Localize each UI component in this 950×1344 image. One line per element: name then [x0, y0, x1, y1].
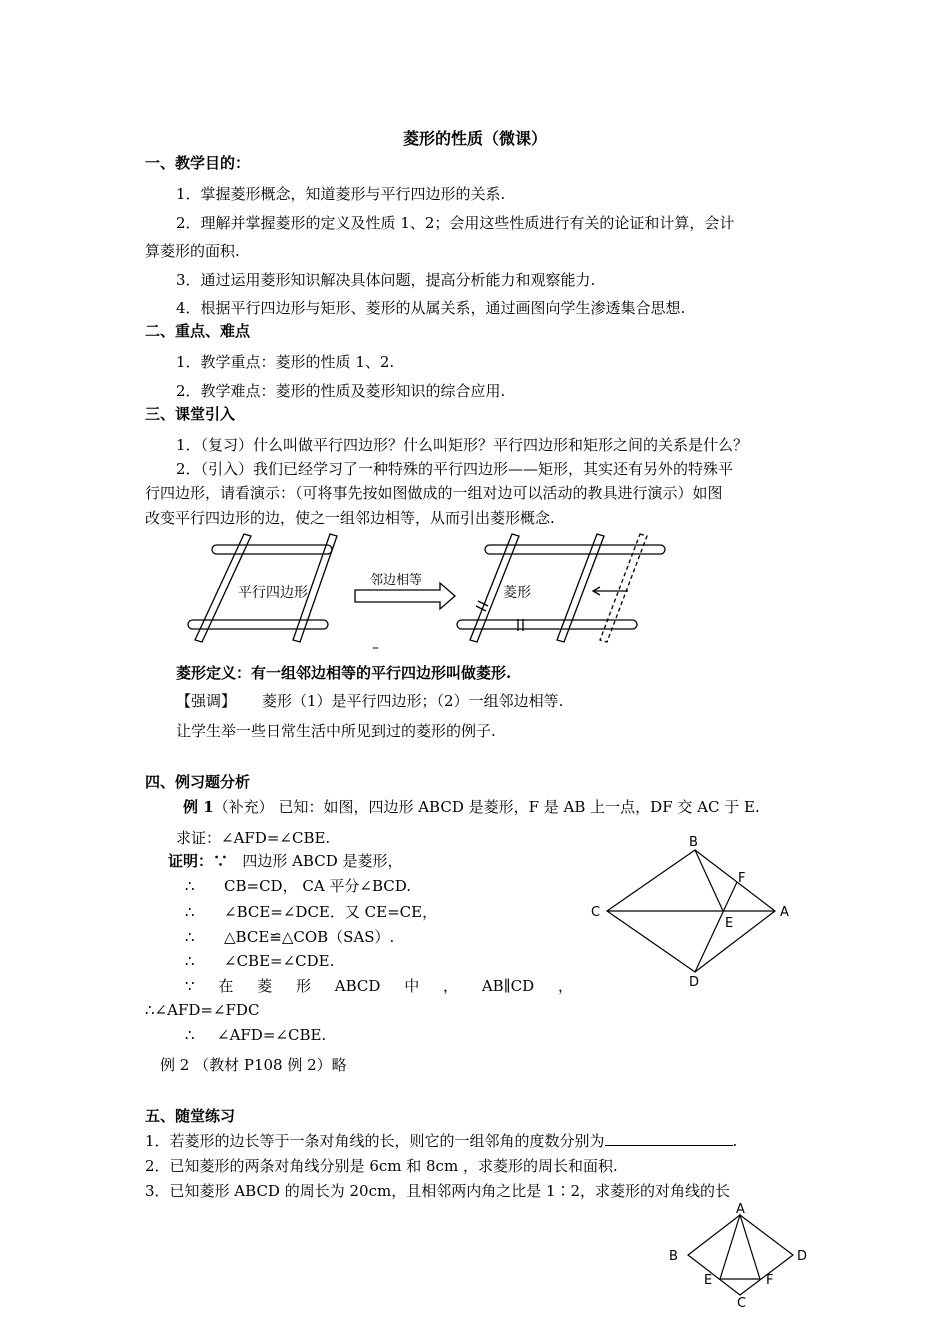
equal-mark: [476, 606, 486, 611]
section-heading-objectives: 一、教学目的：: [145, 154, 251, 172]
parallelogram-rhombus-figure: [180, 530, 680, 660]
point-c-label: C: [591, 905, 601, 920]
practice-q1-text: 1．若菱形的边长等于一条对角线的长，则它的一组邻角的度数分别为: [145, 1132, 605, 1150]
point-f-label: F: [766, 1273, 774, 1288]
proof-since-line: [185, 975, 573, 997]
practice-q3: 3．已知菱形 ABCD 的周长为 20cm，且相邻两内角之比是 1∶2，求菱形的对角线的长: [145, 1182, 731, 1200]
proof-line: [185, 901, 195, 923]
prove-statement: 求证：∠AFD=∠CBE.: [176, 829, 331, 847]
adjacent-equal-label: 邻边相等: [370, 573, 423, 588]
proof-word: ABCD: [334, 977, 381, 995]
because-symbol: ∵: [185, 977, 195, 995]
emphasis-tag: 【强调】: [176, 692, 237, 710]
proof-first: 四边形 ABCD 是菱形，: [242, 852, 403, 870]
point-c-label: C: [737, 1296, 747, 1308]
objective-item-continued: 算菱形的面积.: [145, 242, 240, 260]
dash-mark: –: [372, 640, 379, 656]
therefore-symbol: ∴: [185, 877, 195, 895]
answer-blank[interactable]: [605, 1130, 733, 1146]
practice-q1-end: .: [732, 1132, 738, 1150]
objective-item: 4．根据平行四边形与矩形、菱形的从属关系，通过画图向学生渗透集合思想.: [176, 299, 686, 317]
proof-final-text: ∠AFD=∠CBE.: [217, 1026, 327, 1044]
proof-word: 菱: [257, 977, 273, 995]
example-1: [183, 796, 760, 818]
point-a-label: A: [736, 1203, 745, 1217]
section-heading-practice: 五、随堂练习: [145, 1107, 236, 1125]
proof-word: 在: [218, 977, 234, 995]
point-d-label: D: [689, 975, 700, 990]
examples-prompt: 让学生举一些日常生活中所见到过的菱形的例子.: [176, 722, 496, 740]
proof-start: [168, 850, 403, 872]
rhombus-label: 菱形: [503, 585, 531, 601]
proof-word: 中: [404, 977, 420, 995]
therefore-symbol: ∴: [185, 952, 195, 970]
key-point-item: 1．教学重点：菱形的性质 1、2.: [176, 353, 395, 371]
objective-item: 1．掌握菱形概念，知道菱形与平行四边形的关系.: [176, 185, 506, 203]
example-1-text: （补充） 已知：如图，四边形 ABCD 是菱形，F 是 AB 上一点，DF 交 AC 于 E.: [213, 798, 760, 816]
intro-line: 2．（引入）我们已经学习了一种特殊的平行四边形——矩形，其实还有另外的特殊平: [176, 460, 734, 478]
proof-label: 证明：∵: [168, 852, 229, 870]
proof-word: 形: [295, 977, 311, 995]
proof-word: ，: [443, 977, 459, 995]
proof-line-text: ∠BCE=∠DCE．又 CE=CE，: [224, 903, 438, 921]
intro-line: 改变平行四边形的边，使之一组邻边相等，从而引出菱形概念.: [145, 509, 555, 527]
intro-line: 行四边形，请看演示：（可将事先按如图做成的一组对边可以活动的教具进行演示）如图: [145, 484, 723, 502]
practice-q2: 2．已知菱形的两条对角线分别是 6cm 和 8cm ，求菱形的周长和面积.: [145, 1157, 618, 1175]
point-f-label: F: [738, 871, 746, 886]
proof-word: ，: [557, 977, 573, 995]
section-heading-introduction: 三、课堂引入: [145, 405, 236, 423]
example-2: 例 2 （教材 P108 例 2）略: [160, 1056, 347, 1074]
rod-top-left: [212, 545, 332, 554]
proof-line-fdc: ∴∠AFD=∠FDC: [145, 1001, 260, 1019]
point-d-label: D: [797, 1249, 808, 1264]
rhombus-triangle-figure: [660, 1203, 820, 1308]
therefore-symbol: ∴: [185, 928, 195, 946]
practice-q1: [145, 1130, 737, 1152]
objective-item: 2．理解并掌握菱形的定义及性质 1、2；会用这些性质进行有关的论证和计算，会计: [176, 214, 735, 232]
inner-triangle: [720, 1215, 760, 1279]
proof-line: [185, 926, 195, 948]
segment-be: [695, 850, 723, 911]
page-title: 菱形的性质（微课）: [402, 129, 547, 148]
point-b-label: B: [689, 835, 698, 850]
rhombus-definition: 菱形定义：有一组邻边相等的平行四边形叫做菱形.: [176, 664, 512, 682]
objective-item: 3．通过运用菱形知识解决具体问题，提高分析能力和观察能力.: [176, 271, 596, 289]
therefore-symbol: ∴: [185, 1026, 195, 1044]
point-b-label: B: [669, 1249, 678, 1264]
proof-line-text: △BCE≌△COB（SAS）.: [224, 928, 395, 946]
section-heading-examples: 四、例习题分析: [145, 773, 251, 791]
proof-line: [185, 950, 195, 972]
key-point-item: 2．教学难点：菱形的性质及菱形知识的综合应用.: [176, 382, 506, 400]
rhombus-abcd-figure: [585, 830, 805, 995]
point-a-label: A: [780, 905, 789, 920]
parallelogram-label: 平行四边形: [238, 585, 308, 601]
therefore-symbol: ∴: [185, 903, 195, 921]
section-heading-key-points: 二、重点、难点: [145, 322, 251, 340]
rod-moving-dashed: [600, 534, 647, 642]
point-e-label: E: [704, 1273, 713, 1288]
proof-final: [185, 1024, 195, 1046]
proof-line-text: CB=CD， CA 平分∠BCD.: [224, 877, 412, 895]
emphasis-text: 菱形（1）是平行四边形；（2）一组邻边相等.: [262, 692, 564, 710]
example-1-label: 例 1: [183, 798, 214, 816]
proof-word: AB∥CD: [481, 977, 535, 995]
equal-mark: [478, 601, 488, 606]
proof-line: [185, 875, 195, 897]
point-e-label: E: [725, 916, 734, 931]
intro-line: 1．（复习）什么叫做平行四边形？什么叫矩形？平行四边形和矩形之间的关系是什么？: [176, 436, 749, 454]
proof-line-text: ∠CBE=∠CDE.: [224, 952, 335, 970]
